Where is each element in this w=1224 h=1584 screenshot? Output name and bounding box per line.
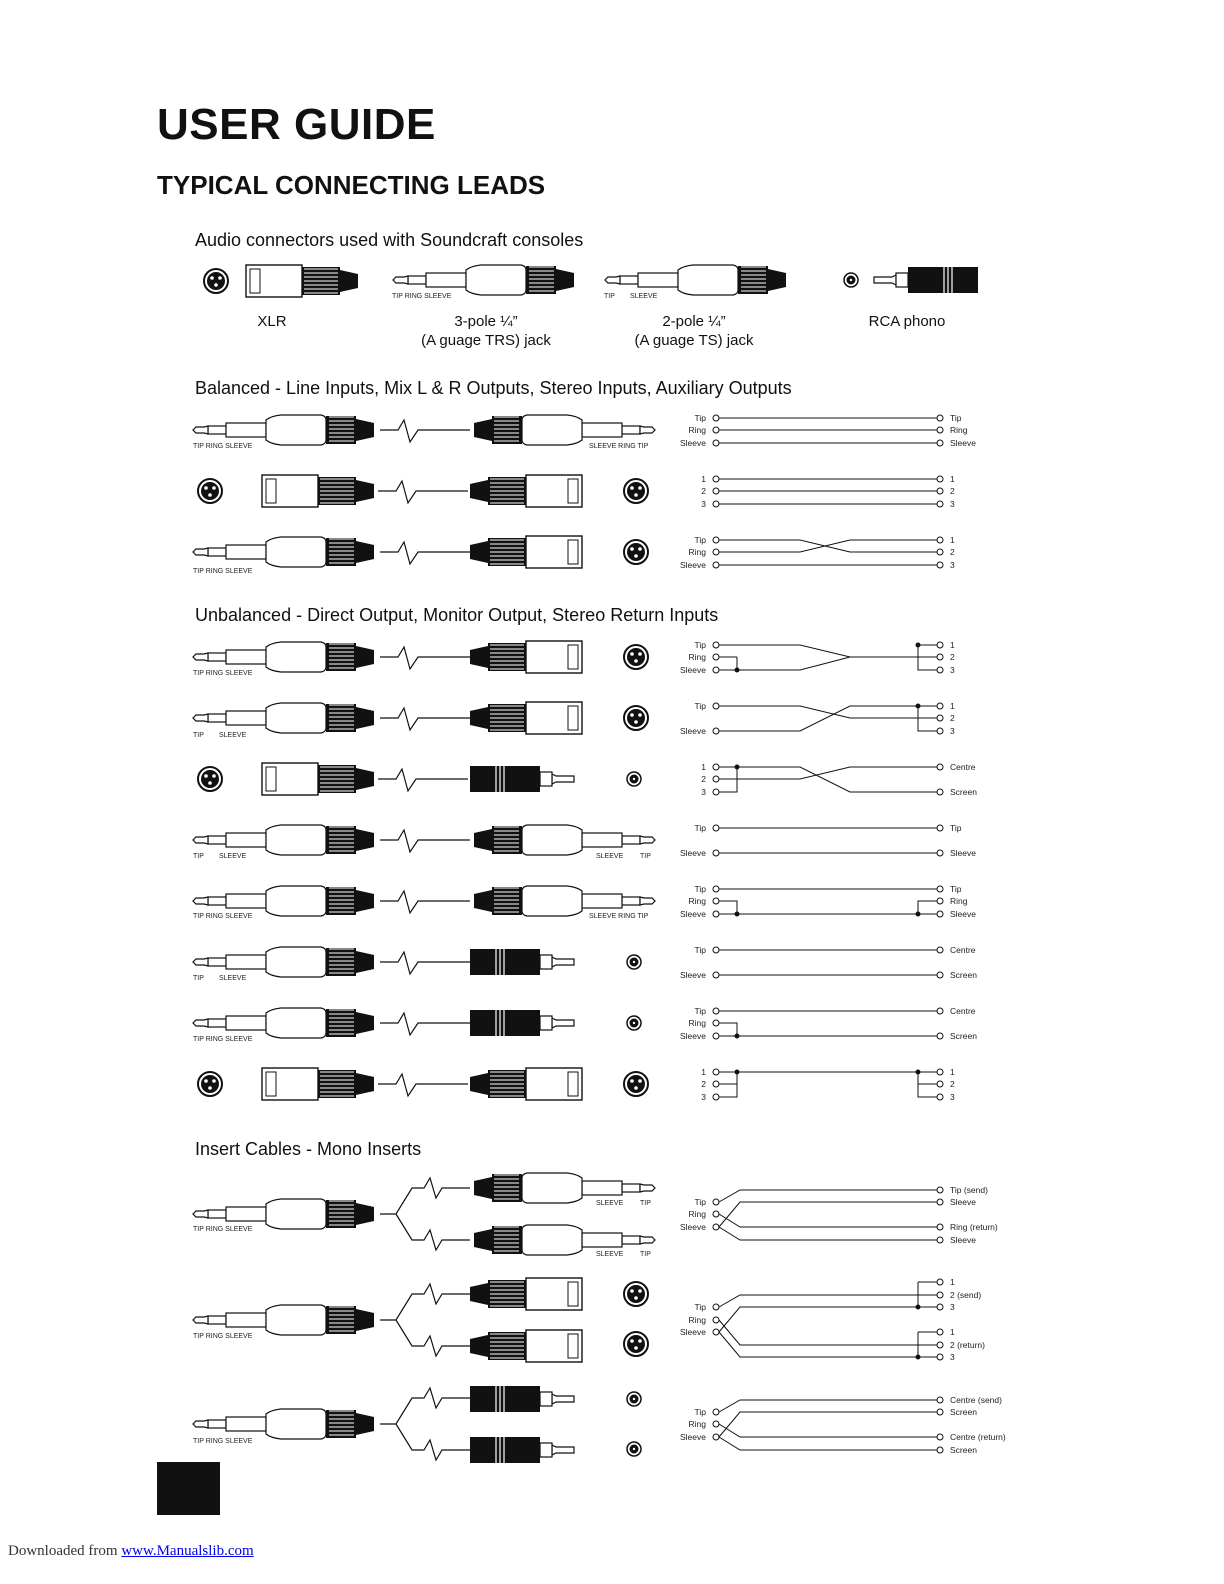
- svg-text:Tip: Tip: [694, 823, 706, 833]
- svg-text:3: 3: [701, 787, 706, 797]
- wiring-u1: [713, 642, 943, 673]
- svg-text:2 (return): 2 (return): [950, 1340, 985, 1350]
- svg-text:Screen: Screen: [950, 1445, 977, 1455]
- svg-text:3: 3: [701, 1092, 706, 1102]
- svg-text:Tip: Tip: [694, 640, 706, 650]
- svg-text:Centre: Centre: [950, 1006, 976, 1016]
- wiring-u8: [713, 1069, 943, 1100]
- svg-text:3: 3: [950, 1302, 955, 1312]
- svg-text:2: 2: [950, 652, 955, 662]
- heading-unbalanced: Unbalanced - Direct Output, Monitor Output, Stereo Return Inputs: [195, 605, 719, 625]
- svg-text:1: 1: [950, 701, 955, 711]
- svg-text:Screen: Screen: [950, 787, 977, 797]
- svg-text:Tip: Tip: [950, 884, 962, 894]
- svg-text:Sleeve: Sleeve: [680, 848, 706, 858]
- wiring-i1: [713, 1187, 943, 1243]
- svg-text:Tip: Tip: [694, 413, 706, 423]
- ts-tip-label: TIP: [604, 293, 615, 300]
- b1-left-label: TIP RING SLEEVE: [193, 443, 253, 450]
- svg-text:Tip: Tip: [694, 1302, 706, 1312]
- xlr-face-icon: [204, 269, 228, 293]
- wiring-labels: [680, 413, 1006, 1455]
- label-trs-line1: 3-pole ¼”: [454, 313, 518, 330]
- svg-text:1: 1: [950, 474, 955, 484]
- u5-right-label: SLEEVE RING TIP: [589, 913, 649, 920]
- i1-tip-a-label: TIP: [640, 1200, 651, 1207]
- svg-text:3: 3: [701, 499, 706, 509]
- wiring-u6: [713, 947, 943, 978]
- ts-jack-icon: [605, 265, 786, 295]
- wiring-u2: [713, 703, 943, 734]
- svg-text:Centre: Centre: [950, 945, 976, 955]
- svg-text:Tip: Tip: [694, 945, 706, 955]
- svg-text:Centre (return): Centre (return): [950, 1432, 1006, 1442]
- svg-text:Ring: Ring: [950, 896, 968, 906]
- u2-tip-label: TIP: [193, 732, 204, 739]
- svg-text:Tip: Tip: [694, 884, 706, 894]
- label-trs-line2: (A guage TRS) jack: [421, 332, 551, 349]
- svg-text:3: 3: [950, 1092, 955, 1102]
- svg-text:3: 3: [950, 726, 955, 736]
- svg-text:Ring: Ring: [688, 547, 706, 557]
- svg-text:1: 1: [950, 1327, 955, 1337]
- footer: [8, 1543, 254, 1560]
- svg-text:Ring: Ring: [688, 1209, 706, 1219]
- section-title: TYPICAL CONNECTING LEADS: [157, 170, 546, 200]
- svg-text:2: 2: [701, 1079, 706, 1089]
- u6-tip-label: TIP: [193, 975, 204, 982]
- wiring-i2: [713, 1279, 943, 1360]
- svg-text:Tip: Tip: [694, 1197, 706, 1207]
- svg-text:Screen: Screen: [950, 970, 977, 980]
- footer-prefix: Downloaded from: [8, 1543, 122, 1559]
- wiring-u7: [713, 1008, 943, 1039]
- svg-text:Sleeve: Sleeve: [680, 1031, 706, 1041]
- svg-text:3: 3: [950, 560, 955, 570]
- svg-text:Tip: Tip: [694, 535, 706, 545]
- u1-left-label: TIP RING SLEEVE: [193, 670, 253, 677]
- svg-text:2: 2: [950, 713, 955, 723]
- wiring-u3: [713, 764, 943, 795]
- svg-text:Sleeve: Sleeve: [950, 909, 976, 919]
- svg-text:Tip: Tip: [694, 701, 706, 711]
- svg-text:Sleeve: Sleeve: [680, 726, 706, 736]
- svg-text:Sleeve: Sleeve: [680, 438, 706, 448]
- svg-text:Ring: Ring: [688, 1419, 706, 1429]
- b3-left-label: TIP RING SLEEVE: [193, 568, 253, 575]
- svg-text:Tip: Tip: [694, 1006, 706, 1016]
- page-tab-block: [157, 1462, 220, 1515]
- svg-text:Sleeve: Sleeve: [950, 438, 976, 448]
- svg-text:Sleeve: Sleeve: [950, 1197, 976, 1207]
- svg-text:Sleeve: Sleeve: [680, 665, 706, 675]
- wiring-b2: [713, 476, 943, 507]
- wiring-b3: [713, 537, 943, 568]
- i1-sleeve-a-label: SLEEVE: [596, 1200, 624, 1207]
- svg-text:1: 1: [701, 1067, 706, 1077]
- svg-text:Sleeve: Sleeve: [680, 560, 706, 570]
- label-xlr: XLR: [257, 313, 287, 330]
- b1-right-label: SLEEVE RING TIP: [589, 443, 649, 450]
- heading-insert: Insert Cables - Mono Inserts: [195, 1139, 422, 1159]
- svg-text:3: 3: [950, 665, 955, 675]
- svg-text:Tip: Tip: [694, 1407, 706, 1417]
- label-ts-line1: 2-pole ¼”: [662, 313, 726, 330]
- wiring-i3: [713, 1397, 943, 1453]
- svg-text:Sleeve: Sleeve: [950, 848, 976, 858]
- wiring-b1: [713, 415, 943, 446]
- u7-left-label: TIP RING SLEEVE: [193, 1036, 253, 1043]
- svg-text:2: 2: [950, 486, 955, 496]
- svg-text:Ring (return): Ring (return): [950, 1222, 998, 1232]
- xlr-plug-icon: [246, 265, 358, 297]
- wiring-schematics: [713, 415, 943, 1453]
- svg-text:1: 1: [950, 1277, 955, 1287]
- svg-text:Screen: Screen: [950, 1031, 977, 1041]
- svg-text:3: 3: [950, 499, 955, 509]
- svg-text:1: 1: [701, 762, 706, 772]
- svg-text:2 (send): 2 (send): [950, 1290, 982, 1300]
- svg-text:Sleeve: Sleeve: [680, 1432, 706, 1442]
- i1-sleeve-b-label: SLEEVE: [596, 1251, 624, 1258]
- i1-left-label: TIP RING SLEEVE: [193, 1226, 253, 1233]
- connector-overview: [204, 265, 978, 300]
- svg-text:Centre: Centre: [950, 762, 976, 772]
- svg-text:1: 1: [950, 1067, 955, 1077]
- svg-text:Ring: Ring: [688, 652, 706, 662]
- u2-sleeve-label: SLEEVE: [219, 732, 247, 739]
- trs-jack-icon: [393, 265, 574, 295]
- heading-balanced: Balanced - Line Inputs, Mix L & R Outputs, Stereo Inputs, Auxiliary Outputs: [195, 378, 792, 398]
- label-rca: RCA phono: [868, 313, 946, 330]
- svg-text:2: 2: [950, 547, 955, 557]
- cable-b1-right: [474, 415, 655, 445]
- svg-text:Sleeve: Sleeve: [950, 1235, 976, 1245]
- u5-left-label: TIP RING SLEEVE: [193, 913, 253, 920]
- svg-text:Sleeve: Sleeve: [680, 1327, 706, 1337]
- svg-text:Ring: Ring: [688, 896, 706, 906]
- svg-text:Screen: Screen: [950, 1407, 977, 1417]
- svg-text:Tip: Tip: [950, 823, 962, 833]
- svg-text:Tip: Tip: [950, 413, 962, 423]
- cable-illustrations: [193, 415, 655, 1463]
- wiring-u4: [713, 825, 943, 856]
- u4-right-sleeve-label: SLEEVE: [596, 853, 624, 860]
- svg-text:1: 1: [950, 535, 955, 545]
- u6-sleeve-label: SLEEVE: [219, 975, 247, 982]
- svg-text:Ring: Ring: [950, 425, 968, 435]
- svg-text:Tip (send): Tip (send): [950, 1185, 988, 1195]
- i1-tip-b-label: TIP: [640, 1251, 651, 1258]
- svg-text:1: 1: [950, 640, 955, 650]
- manualslib-link[interactable]: www.Manualslib.com: [121, 1543, 254, 1559]
- u4-sleeve-label: SLEEVE: [219, 853, 247, 860]
- svg-text:Ring: Ring: [688, 1018, 706, 1028]
- page-title: USER GUIDE: [157, 100, 436, 149]
- u4-tip-label: TIP: [193, 853, 204, 860]
- rca-plug-icon: [874, 267, 978, 293]
- svg-text:Centre (send): Centre (send): [950, 1395, 1002, 1405]
- svg-text:Ring: Ring: [688, 425, 706, 435]
- i2-left-label: TIP RING SLEEVE: [193, 1333, 253, 1340]
- svg-text:Sleeve: Sleeve: [680, 970, 706, 980]
- label-ts-line2: (A guage TS) jack: [634, 332, 754, 349]
- svg-text:Sleeve: Sleeve: [680, 1222, 706, 1232]
- svg-text:2: 2: [701, 486, 706, 496]
- u4-right-tip-label: TIP: [640, 853, 651, 860]
- svg-text:2: 2: [950, 1079, 955, 1089]
- wiring-u5: [713, 886, 943, 917]
- svg-text:3: 3: [950, 1352, 955, 1362]
- cable-b1-left: [193, 415, 374, 445]
- trs-label: TIP RING SLEEVE: [392, 293, 452, 300]
- rca-face-icon: [844, 273, 858, 287]
- svg-text:Sleeve: Sleeve: [680, 909, 706, 919]
- i3-left-label: TIP RING SLEEVE: [193, 1438, 253, 1445]
- heading-audio-connectors: Audio connectors used with Soundcraft consoles: [195, 230, 584, 250]
- ts-sleeve-label: SLEEVE: [630, 293, 658, 300]
- svg-text:1: 1: [701, 474, 706, 484]
- svg-text:Ring: Ring: [688, 1315, 706, 1325]
- svg-text:2: 2: [701, 774, 706, 784]
